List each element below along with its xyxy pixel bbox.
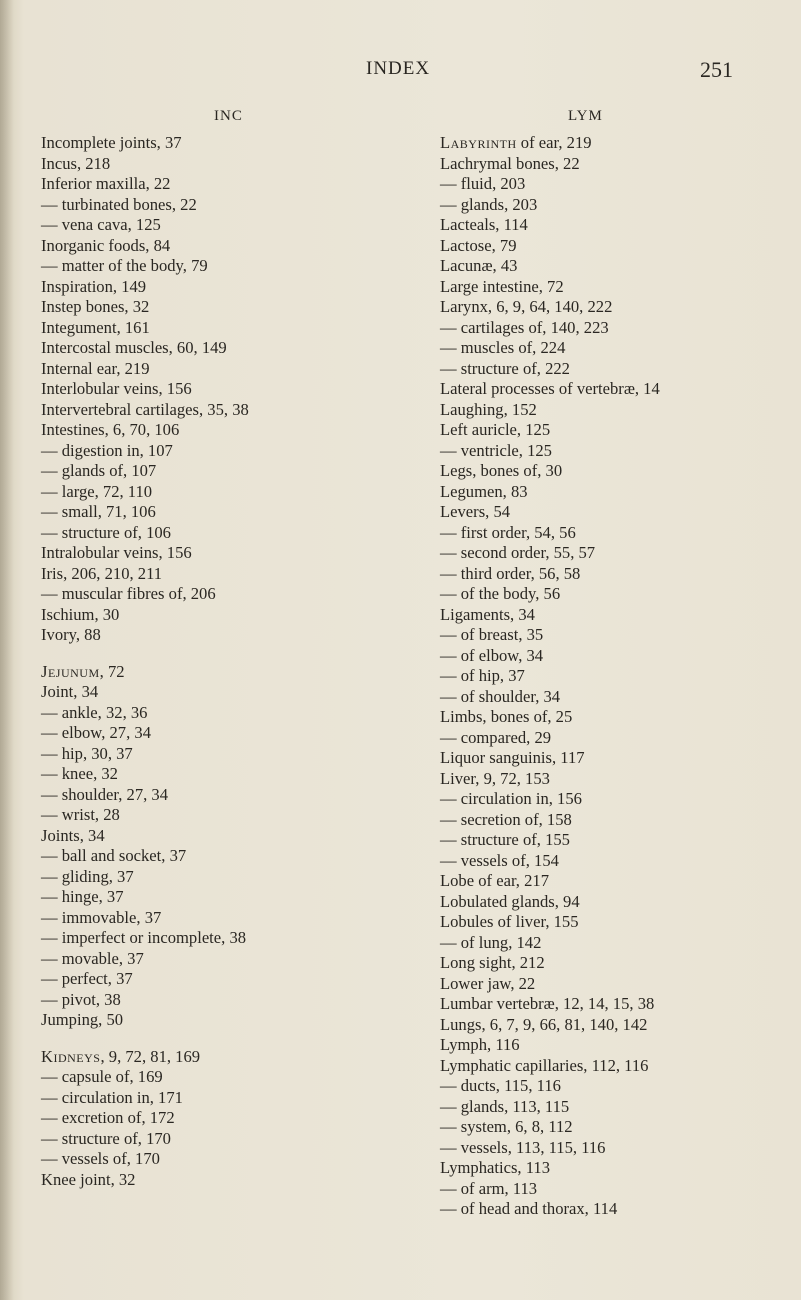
index-entry: Lacunæ, 43 [440,256,518,275]
index-entry: — capsule of, 169 [41,1067,163,1086]
index-entry: — pivot, 38 [41,989,121,1009]
page-number: 251 [700,57,733,82]
index-entry: Lumbar vertebræ, 12, 14, 15, 38 [440,994,655,1013]
index-entry: — of hip, 37 [440,666,525,685]
index-entry: — imperfect or incomplete, 38 [41,928,247,947]
index-entry: — small, 71, 106 [41,502,156,521]
index-entry: — glands, 113, 115 [440,1096,570,1116]
index-entry: Lobulated glands, 94 [440,891,580,911]
index-entry: — perfect, 37 [41,969,133,988]
running-head [0,58,801,84]
index-entry: — of elbow, 34 [440,645,544,665]
index-entry: — glands of, 107 [41,461,157,480]
index-entry: — knee, 32 [41,764,118,783]
index-entry: Long sight, 212 [440,953,545,972]
index-entry: — large, 72, 110 [41,481,153,501]
index-entry: — structure of, 106 [41,522,171,542]
index-entry: — vessels, 113, 115, 116 [440,1137,606,1157]
index-entry: — muscles of, 224 [440,338,566,357]
index-entry: — cartilages of, 140, 223 [440,317,609,337]
index-entry: — of lung, 142 [440,932,542,952]
index-entry: Integument, 161 [41,317,150,337]
index-entry: — hip, 30, 37 [41,743,133,763]
index-entry: Jumping, 50 [41,1010,124,1029]
index-entry: Lacteals, 114 [440,215,528,234]
index-entry: Legumen, 83 [440,481,528,501]
index-entry: Levers, 54 [440,502,511,521]
index-entry: Lymphatic capillaries, 112, 116 [440,1055,649,1075]
index-entry: — ventricle, 125 [440,440,552,460]
index-entry: — ankle, 32, 36 [41,702,148,722]
catchword-right: LYM [568,108,603,124]
index-entry: — system, 6, 8, 112 [440,1117,573,1136]
index-entry: — structure of, 170 [41,1128,171,1148]
index-entry: — vessels of, 170 [41,1149,160,1168]
index-entry: Legs, bones of, 30 [440,461,563,480]
index-entry: Lymph, 116 [440,1035,520,1054]
index-entry: Lymphatics, 113 [440,1158,550,1177]
entry-headword: Jejunum [41,661,100,681]
index-entry: — gliding, 37 [41,866,134,886]
index-entry: — circulation in, 156 [440,789,582,808]
index-entry: — glands, 203 [440,194,538,214]
index-entry: Instep bones, 32 [41,297,150,316]
index-entry: — structure of, 222 [440,358,570,378]
index-entry: Ivory, 88 [41,625,101,644]
index-entry: Knee joint, 32 [41,1169,136,1189]
index-entry: — fluid, 203 [440,174,526,193]
index-entry: Left auricle, 125 [440,420,551,439]
index-entry: Intestines, 6, 70, 106 [41,420,180,439]
index-entry: Intralobular veins, 156 [41,543,192,562]
index-entry: — digestion in, 107 [41,440,173,460]
index-entry: Lobules of liver, 155 [440,912,579,931]
index-entry: — ducts, 115, 116 [440,1076,561,1095]
index-entry: Iris, 206, 210, 211 [41,563,163,583]
index-entry: Intercostal muscles, 60, 149 [41,338,227,357]
index-entry: — second order, 55, 57 [440,543,596,562]
index-entry: Large intestine, 72 [440,276,564,296]
index-entry: — of arm, 113 [440,1178,538,1198]
index-entry: — first order, 54, 56 [440,522,576,542]
index-entry: Ligaments, 34 [440,604,535,624]
index-entry: — secretion of, 158 [440,809,572,829]
index-entry: Ischium, 30 [41,604,120,624]
index-entry: — excretion of, 172 [41,1108,175,1127]
index-entry: Inorganic foods, 84 [41,235,171,255]
index-entry: Labyrinth of ear, 219 [440,133,592,152]
index-entry: Liver, 9, 72, 153 [440,768,550,788]
entry-headword: Kidneys [41,1046,101,1066]
index-entry: — ball and socket, 37 [41,846,187,865]
index-entry: — vessels of, 154 [440,850,559,870]
index-entry: — of shoulder, 34 [440,686,561,706]
index-entry: — matter of the body, 79 [41,256,208,275]
index-column-right [440,133,788,1220]
index-entry: Incomplete joints, 37 [41,133,182,152]
index-entry: Internal ear, 219 [41,358,150,378]
index-entry: — shoulder, 27, 34 [41,784,169,804]
index-entry: Lachrymal bones, 22 [440,153,580,173]
index-entry: Lobe of ear, 217 [440,871,549,890]
index-entry: — hinge, 37 [41,887,124,906]
index-entry: Inferior maxilla, 22 [41,174,171,193]
index-entry: — turbinated bones, 22 [41,194,197,214]
index-entry: — of breast, 35 [440,625,544,644]
index-entry: — elbow, 27, 34 [41,723,151,742]
index-entry: Liquor sanguinis, 117 [440,748,585,767]
index-entry: Intervertebral cartilages, 35, 38 [41,399,249,419]
entry-headword: Labyrinth [440,133,517,152]
index-column-left [41,133,381,1190]
index-entry: — immovable, 37 [41,907,162,927]
index-entry: — of head and thorax, 114 [440,1199,618,1218]
index-entry: Larynx, 6, 9, 64, 140, 222 [440,297,613,316]
index-entry: — third order, 56, 58 [440,563,581,583]
index-entry: Laughing, 152 [440,399,537,419]
index-entry: Kidneys, 9, 72, 81, 169 [41,1046,201,1066]
index-entry: Joints, 34 [41,825,105,845]
index-entry: Joint, 34 [41,682,99,701]
index-entry: — vena cava, 125 [41,215,161,234]
index-entry: Lungs, 6, 7, 9, 66, 81, 140, 142 [440,1014,648,1034]
running-title: INDEX [366,58,431,79]
index-entry: Inspiration, 149 [41,276,147,296]
index-entry: Lateral processes of vertebræ, 14 [440,379,660,398]
index-entry: — of the body, 56 [440,584,561,603]
index-entry: — compared, 29 [440,727,552,747]
index-entry: Lactose, 79 [440,235,517,255]
index-entry: Interlobular veins, 156 [41,379,192,398]
index-entry: Lower jaw, 22 [440,973,536,993]
index-entry: — circulation in, 171 [41,1087,183,1107]
index-entry: — structure of, 155 [440,830,570,849]
index-entry: — wrist, 28 [41,805,120,824]
index-entry: Limbs, bones of, 25 [440,707,573,726]
index-entry: — muscular fibres of, 206 [41,584,216,603]
index-entry: — movable, 37 [41,948,144,968]
index-entry: Incus, 218 [41,153,111,173]
catchword-left: INC [214,108,243,124]
index-entry: Jejunum, 72 [41,661,125,681]
binding-gutter-shadow [0,0,14,1300]
